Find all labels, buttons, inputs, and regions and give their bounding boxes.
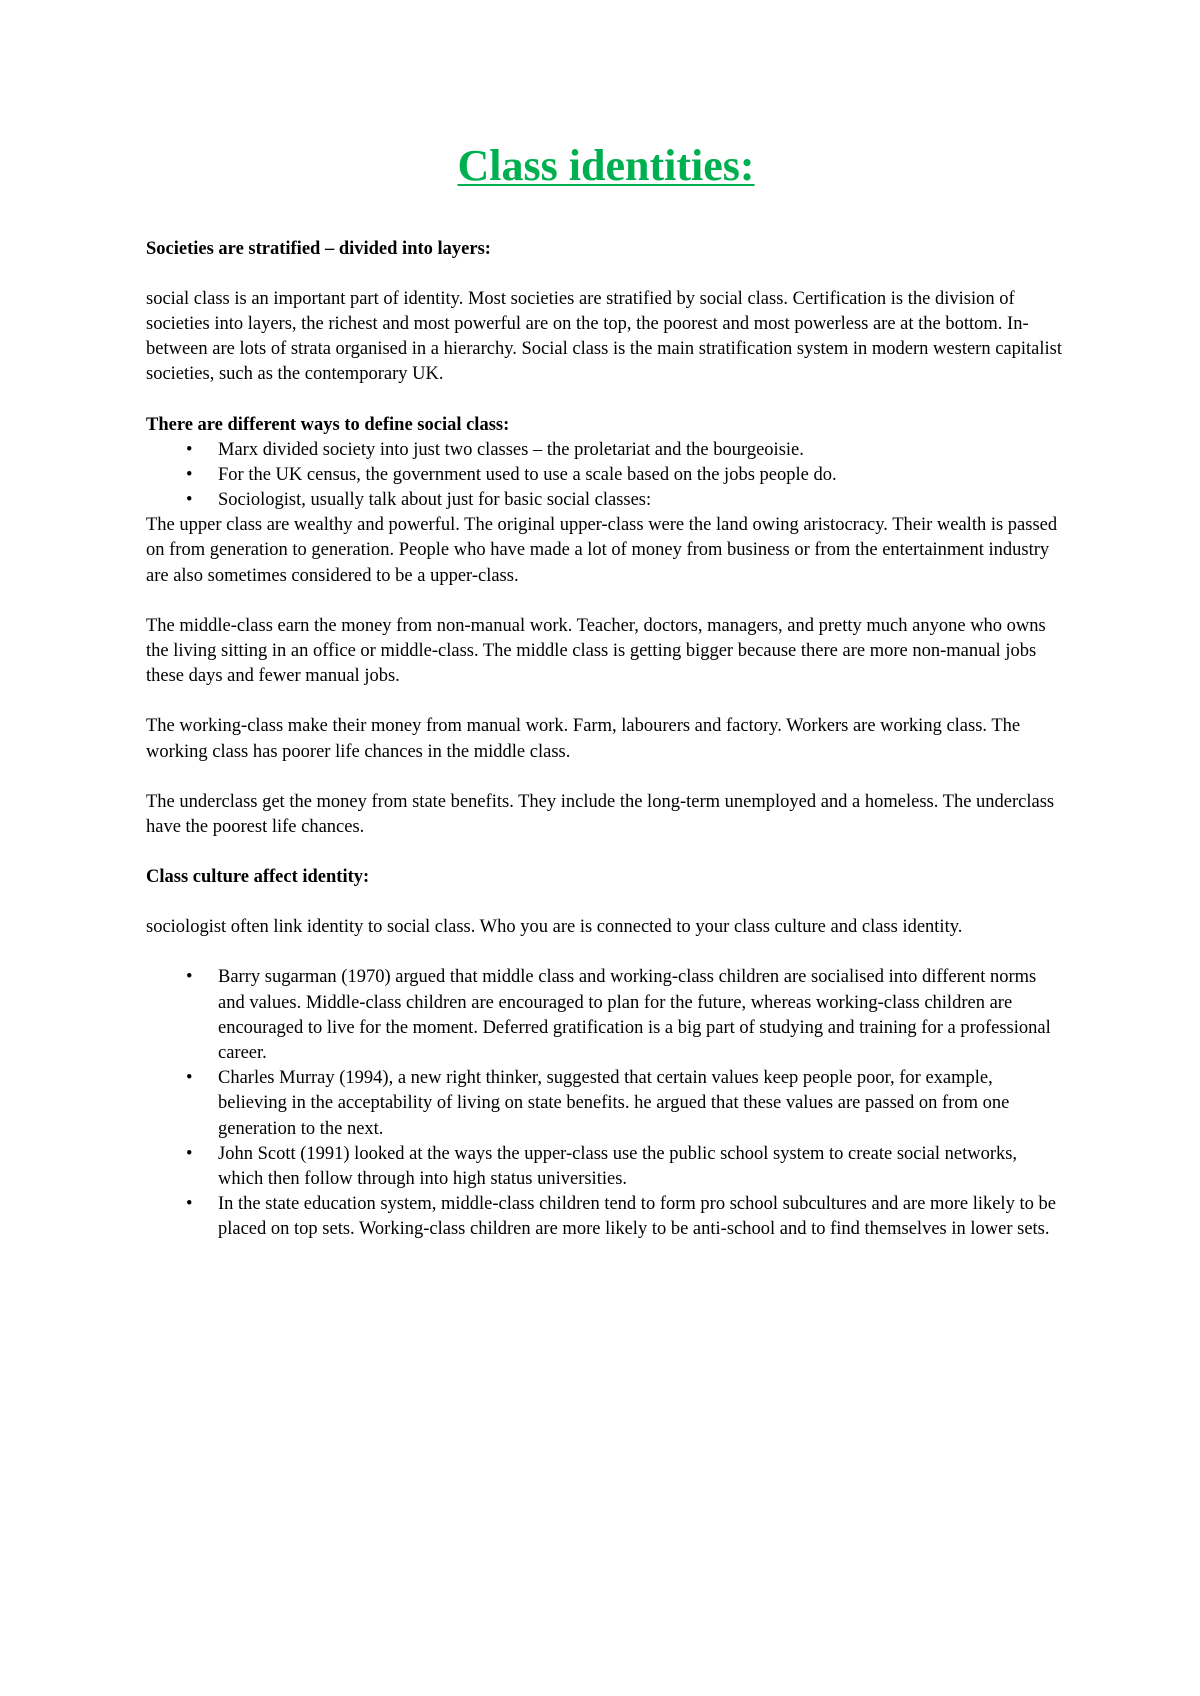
spacer — [146, 840, 1066, 865]
spacer — [146, 940, 1066, 965]
section-heading-stratified: Societies are stratified – divided into layers: — [146, 238, 491, 259]
spacer — [146, 689, 1066, 714]
bullet-icon: • — [186, 1143, 193, 1164]
bullet-icon: • — [186, 967, 193, 988]
list-item — [146, 1192, 1066, 1242]
bullet-list-culture — [146, 965, 1066, 1242]
list-item — [146, 1066, 1066, 1142]
list-item-text: John Scott (1991) looked at the ways the upper-class use the public school system to create social networks, which then follow through into high status universities. — [218, 1143, 1018, 1190]
list-item — [146, 965, 1066, 1066]
list-item — [146, 1142, 1066, 1192]
bullet-icon: • — [186, 1194, 193, 1215]
section-heading-define-class: There are different ways to define social class: — [146, 414, 510, 435]
list-item — [146, 463, 1066, 488]
document-page — [146, 140, 1066, 1243]
spacer — [146, 765, 1066, 790]
paragraph-working-class: The working-class make their money from manual work. Farm, labourers and factory. Workers are working class. The working class has poorer life chances in the middle class. — [146, 716, 1021, 762]
spacer — [146, 388, 1066, 413]
bullet-icon: • — [186, 439, 193, 460]
list-item-text: For the UK census, the government used to use a scale based on the jobs people do. — [218, 464, 837, 485]
spacer — [146, 262, 1066, 287]
document-title: Class identities: — [457, 141, 755, 190]
bullet-list-definitions — [146, 438, 1066, 514]
paragraph-stratification: social class is an important part of identity. Most societies are stratified by social class. Certification is the division of societies into layers, the richest and most powerful are on the top, the poorest and most powerless are at the bottom. In-between are lots of strata organised in a hierarchy. Social class is the main stratification system in modern western capitalist societies, such as the contemporary UK. — [146, 288, 1062, 385]
list-item-text: Marx divided society into just two classes – the proletariat and the bourgeoisie. — [218, 439, 804, 460]
list-item-text: Barry sugarman (1970) argued that middle class and working-class children are socialised into different norms and values. Middle-class children are encouraged to plan for the future, whereas working-class children are encouraged to live for the moment. Deferred gratification is a big part of studying and training for a professional career. — [218, 967, 1051, 1064]
list-item — [146, 488, 1066, 513]
spacer — [146, 890, 1066, 915]
paragraph-underclass: The underclass get the money from state benefits. They include the long-term unemployed and a homeless. The underclass have the poorest life chances. — [146, 791, 1055, 838]
paragraph-middle-class: The middle-class earn the money from non-manual work. Teacher, doctors, managers, and pretty much anyone who owns the living sitting in an office or middle-class. The middle class is getting bigger because there are more non-manual jobs these days and fewer manual jobs. — [146, 615, 1046, 687]
list-item-text: Sociologist, usually talk about just for basic social classes: — [218, 490, 652, 511]
section-heading-class-culture: Class culture affect identity: — [146, 867, 370, 888]
paragraph-upper-class: The upper class are wealthy and powerful. The original upper-class were the land owing aristocracy. Their wealth is passed on from generation to generation. People who have made a lot of money from business or from the entertainment industry are also sometimes considered to be a upper-class. — [146, 515, 1058, 586]
bullet-icon: • — [186, 490, 193, 511]
bullet-icon: • — [186, 1068, 193, 1089]
spacer — [146, 589, 1066, 614]
list-item-text: Charles Murray (1994), a new right thinker, suggested that certain values keep people poor, for example, believing in the acceptability of living on state benefits. he argued that these values are passed on from one generation to the next. — [218, 1068, 1010, 1139]
bullet-icon: • — [186, 464, 193, 485]
paragraph-class-culture: sociologist often link identity to social class. Who you are is connected to your class culture and class identity. — [146, 917, 963, 938]
list-item — [146, 438, 1066, 463]
list-item-text: In the state education system, middle-class children tend to form pro school subcultures and are more likely to be placed on top sets. Working-class children are more likely to be anti-school and to find themselves in lower sets. — [218, 1194, 1056, 1240]
